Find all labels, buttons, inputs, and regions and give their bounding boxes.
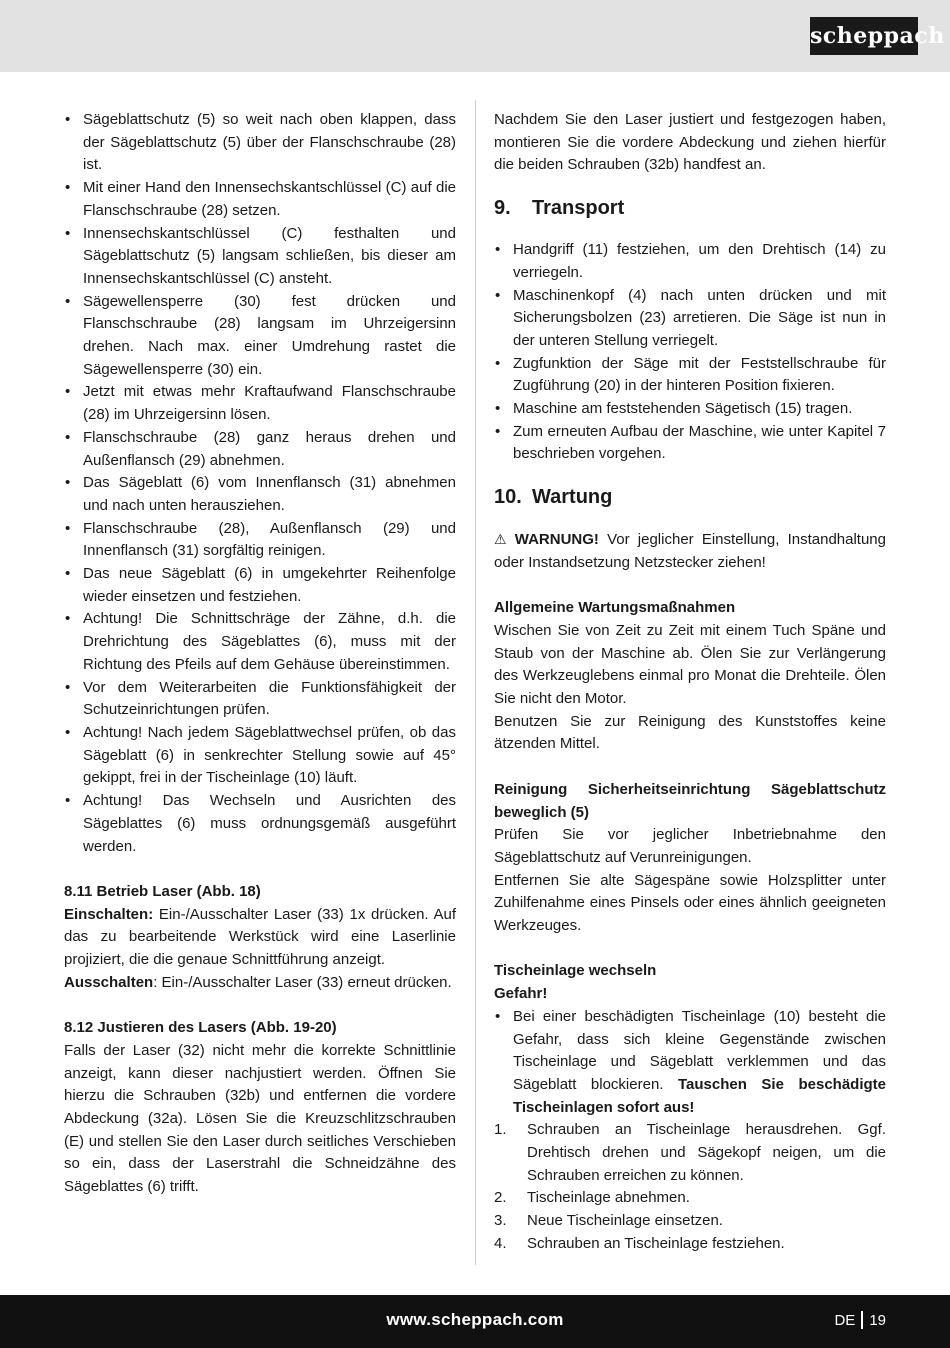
brand-logo: scheppach [810, 17, 918, 55]
list-item: • Mit einer Hand den Innensechskantschlüssel (C) auf die Flanschschraube (28) setzen. [64, 177, 456, 222]
warning-icon: ⚠ [494, 531, 507, 548]
warning-label: WARNUNG! [514, 531, 599, 549]
danger-list [494, 1006, 886, 1120]
laser-adjust-heading: 8.12 Justieren des Lasers (Abb. 19-20) [64, 1019, 337, 1037]
page-separator [861, 1311, 863, 1329]
maintenance-number: 10. [494, 486, 522, 509]
laser-intro-text: Nachdem Sie den Laser justiert und festgezogen haben, montieren Sie die vordere Abdeckung und ziehen hierfür die beiden Schrauben (32b) handfest an. [494, 111, 886, 174]
list-item: • Sägewellensperre (30) fest drücken und Flanschschraube (28) langsam im Uhrzeigersinn drehen. Nach max. einer Umdrehung rastet die Sägewellensperre (30) ein. [64, 291, 456, 382]
page-indicator [834, 1311, 886, 1329]
laser-off-label: Ausschalten [64, 973, 154, 991]
list-item: • Zugfunktion der Säge mit der Feststellschraube für Zugführung (20) in der hinteren Position fixieren. [494, 353, 886, 398]
maintenance-title: Wartung [532, 486, 613, 509]
left-column [64, 109, 456, 1199]
blade-change-list [64, 109, 456, 858]
danger-label: Gefahr! [494, 985, 548, 1003]
list-item: • Achtung! Das Wechseln und Ausrichten des Sägeblattes (6) muss ordnungsgemäß ausgeführt werden. [64, 790, 456, 858]
warning-paragraph [494, 528, 886, 574]
right-column [494, 109, 886, 1256]
header-bar [0, 0, 950, 72]
step-item [494, 1187, 886, 1210]
list-item: • Flanschschraube (28), Außenflansch (29) und Innenflansch (31) sorgfältig reinigen. [64, 518, 456, 563]
step-number: 2. [494, 1189, 507, 1207]
list-item: • Flanschschraube (28) ganz heraus drehen und Außenflansch (29) abnehmen. [64, 427, 456, 472]
cleaning-text: Prüfen Sie vor jeglicher Inbetriebnahme den Sägeblattschutz auf Verunreinigungen. [494, 826, 886, 866]
maintenance-heading [494, 484, 886, 510]
general-maintenance-heading: Allgemeine Wartungsmaßnahmen [494, 599, 736, 617]
list-item: • Vor dem Weiterarbeiten die Funktionsfähigkeit der Schutzeinrichtungen prüfen. [64, 677, 456, 722]
general-maintenance-text-2: Benutzen Sie zur Reinigung des Kunststoffes keine ätzenden Mittel. [494, 712, 886, 753]
transport-title: Transport [532, 197, 625, 220]
laser-on-label: Einschalten: [64, 905, 154, 923]
list-item: • Handgriff (11) festziehen, um den Drehtisch (14) zu verriegeln. [494, 239, 886, 284]
cleaning-heading: Reinigung Sicherheitseinrichtung Sägeblattschutz beweglich (5) [494, 780, 886, 821]
step-text: Tischeinlage abnehmen. [527, 1189, 690, 1207]
laser-on-paragraph [64, 904, 456, 972]
step-text: Neue Tischeinlage einsetzen. [527, 1212, 723, 1230]
language-code: DE [834, 1311, 856, 1329]
step-number: 4. [494, 1234, 507, 1252]
step-number: 3. [494, 1212, 507, 1230]
insert-steps-list [494, 1119, 886, 1255]
list-item: • Sägeblattschutz (5) so weit nach oben klappen, dass der Sägeblattschutz (5) über der Flanschschraube (28) ist. [64, 109, 456, 177]
laser-operation-heading: 8.11 Betrieb Laser (Abb. 18) [64, 882, 261, 900]
list-item: • Maschinenkopf (4) nach unten drücken und mit Sicherungsbolzen (23) arretieren. Die Säge ist nun in der unteren Stellung verriegelt. [494, 285, 886, 353]
laser-off-text: : Ein-/Ausschalter Laser (33) erneut drücken. [153, 973, 452, 991]
list-item: • Zum erneuten Aufbau der Maschine, wie unter Kapitel 7 beschrieben vorgehen. [494, 421, 886, 466]
step-text: Schrauben an Tischeinlage festziehen. [527, 1234, 785, 1252]
list-item: • Maschine am feststehenden Sägetisch (15) tragen. [494, 398, 886, 421]
table-insert-heading: Tischeinlage wechseln [494, 962, 657, 980]
website-link[interactable]: www.scheppach.com [386, 1310, 564, 1329]
warning-text: Vor jeglicher Einstellung, Instandhaltung oder Instandsetzung Netzstecker ziehen! [494, 531, 886, 571]
laser-adjust-text: Falls der Laser (32) nicht mehr die korrekte Schnittlinie anzeigt, kann dieser nachjustiert werden. Öffnen Sie hierzu die Schrauben (32b) und entfernen die vordere Abdeckung (32a). Lösen Sie die Kreuzschlitzschrauben (E) und stellen Sie den Laser durch seitliches Verschieben so ein, dass der Laserstrahl die Schneidzähne des Sägeblattes (6) trifft. [64, 1041, 456, 1196]
step-item [494, 1233, 886, 1256]
step-text: Schrauben an Tischeinlage herausdrehen. Ggf. Drehtisch drehen und Sägekopf neigen, um die Schrauben erreichen zu können. [527, 1121, 886, 1184]
cleaning-text-2: Entfernen Sie alte Sägespäne sowie Holzsplitter unter Zuhilfenahme eines Pinsels oder eines ähnlich geeigneten Werkzeuges. [494, 871, 886, 935]
danger-text-bold: Tauschen Sie beschädigte Tischeinlagen sofort aus! [513, 1075, 886, 1116]
laser-on-text: Ein-/Ausschalter Laser (33) 1x drücken. Auf das zu bearbeitende Werkstück wird eine Laserlinie projiziert, die die genaue Schnittführung anzeigt. [64, 905, 456, 968]
list-item: • Das Sägeblatt (6) vom Innenflansch (31) abnehmen und nach unten herausziehen. [64, 472, 456, 517]
transport-number: 9. [494, 197, 511, 220]
transport-list [494, 239, 886, 466]
list-item [494, 1006, 886, 1120]
step-item [494, 1119, 886, 1187]
laser-off-paragraph [64, 972, 456, 995]
footer-bar [0, 1295, 950, 1348]
column-divider [475, 100, 476, 1265]
list-item: • Achtung! Nach jedem Sägeblattwechsel prüfen, ob das Sägeblatt (6) in senkrechter Stellung sowie auf 45° gekippt, frei in der Tischeinlage (10) läuft. [64, 722, 456, 790]
list-item: • Achtung! Die Schnittschräge der Zähne, d.h. die Drehrichtung des Sägeblattes (6), muss mit der Richtung des Pfeils auf dem Gehäuse übereinstimmen. [64, 608, 456, 676]
list-item: • Das neue Sägeblatt (6) in umgekehrter Reihenfolge wieder einsetzen und festziehen. [64, 563, 456, 608]
general-maintenance-text: Wischen Sie von Zeit zu Zeit mit einem Tuch Späne und Staub von der Maschine ab. Ölen Sie zur Verlängerung des Werkzeuglebens einmal pro Monat die Drehteile. Ölen Sie nicht den Motor. [494, 621, 886, 708]
page-number: 19 [869, 1311, 886, 1329]
danger-text: Bei einer beschädigten Tischeinlage (10) besteht die Gefahr, dass sich kleine Gegenstände zwischen Tischeinlage und Sägeblatt verklemmen und das Sägeblatt blockieren. [513, 1007, 886, 1093]
step-number: 1. [494, 1121, 507, 1139]
list-item: • Innensechskantschlüssel (C) festhalten und Sägeblattschutz (5) langsam schließen, bis dieser am Innensechskantschlüssel (C) ansteht. [64, 223, 456, 291]
transport-heading [494, 195, 886, 221]
step-item [494, 1210, 886, 1233]
list-item: • Jetzt mit etwas mehr Kraftaufwand Flanschschraube (28) im Uhrzeigersinn lösen. [64, 381, 456, 426]
